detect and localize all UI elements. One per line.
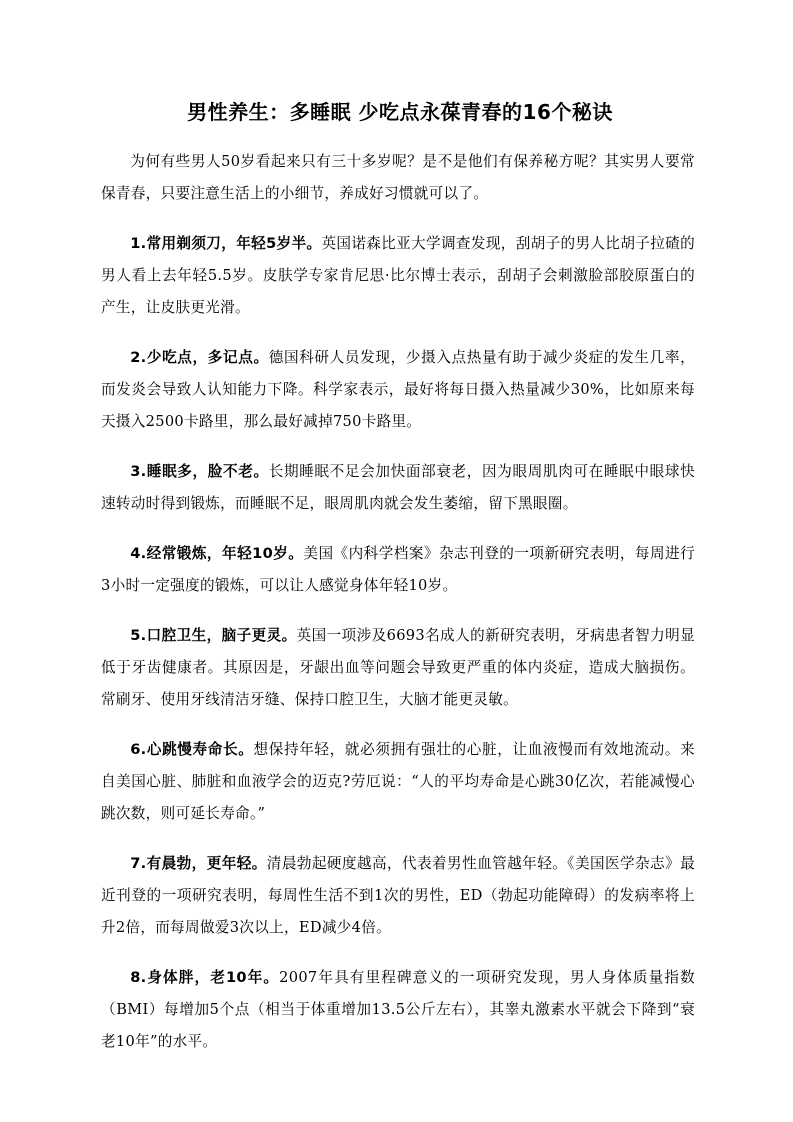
tip-paragraph xyxy=(101,342,695,438)
document-body xyxy=(101,146,695,1076)
tip-paragraph xyxy=(101,228,695,324)
tip-body: 想保持年轻，就必须拥有强壮的心脏，让血液慢而有效地流动。来自美国心脏、肺脏和血液学会的迈克?劳厄说：“人的平均寿命是心跳30亿次，若能减慢心跳次数，则可延长寿命。” xyxy=(101,741,695,822)
tip-body: 德国科研人员发现，少摄入点热量有助于减少炎症的发生几率，而发炎会导致人认知能力下降。科学家表示，最好将每日摄入热量减少30%，比如原来每天摄入2500卡路里，那么最好减掉750卡路里。 xyxy=(101,349,695,430)
tip-body: 美国《内科学档案》杂志刊登的一项新研究表明，每周进行3小时一定强度的锻炼，可以让人感觉身体年轻10岁。 xyxy=(101,545,695,594)
tip-heading: 8.身体胖，老10年。 xyxy=(130,969,280,986)
document-title: 男性养生：多睡眠 少吃点永葆青春的16个秘诀 xyxy=(187,100,613,124)
tip-paragraph xyxy=(101,538,695,602)
tip-heading: 2.少吃点，多记点。 xyxy=(130,349,269,366)
tip-heading: 1.常用剃须刀，年轻5岁半。 xyxy=(130,235,322,252)
tip-body: 英国诺森比亚大学调查发现，刮胡子的男人比胡子拉碴的男人看上去年轻5.5岁。皮肤学专家肯尼思·比尔博士表示，刮胡子会刺激脸部胶原蛋白的产生，让皮肤更光滑。 xyxy=(101,235,695,316)
intro-paragraph: 为何有些男人50岁看起来只有三十多岁呢？是不是他们有保养秘方呢？其实男人要常保青春，只要注意生活上的小细节，养成好习惯就可以了。 xyxy=(101,153,695,202)
tip-paragraph xyxy=(101,620,695,716)
tip-heading: 7.有晨勃，更年轻。 xyxy=(130,855,267,872)
tip-paragraph xyxy=(101,962,695,1058)
tip-body: 2007年具有里程碑意义的一项研究发现，男人身体质量指数（BMI）每增加5个点（相当于体重增加13.5公斤左右），其睾丸激素水平就会下降到“衰老10年”的水平。 xyxy=(101,969,695,1050)
tip-body: 长期睡眠不足会加快面部衰老，因为眼周肌肉可在睡眠中眼球快速转动时得到锻炼，而睡眠不足，眼周肌肉就会发生萎缩，留下黑眼圈。 xyxy=(101,463,695,512)
tip-heading: 3.睡眠多，脸不老。 xyxy=(130,463,269,480)
tip-heading: 4.经常锻炼，年轻10岁。 xyxy=(130,545,304,562)
tip-body: 英国一项涉及6693名成人的新研究表明，牙病患者智力明显低于牙齿健康者。其原因是，牙龈出血等问题会导致更严重的体内炎症，造成大脑损伤。常刷牙、使用牙线清洁牙缝、保持口腔卫生，大脑才能更灵敏。 xyxy=(101,627,695,708)
tip-paragraph xyxy=(101,734,695,830)
tip-heading: 6.心跳慢寿命长。 xyxy=(130,741,254,758)
tip-heading: 5.口腔卫生，脑子更灵。 xyxy=(130,627,297,644)
tip-body: 清晨勃起硬度越高，代表着男性血管越年轻。《美国医学杂志》最近刊登的一项研究表明，每周性生活不到1次的男性，ED（勃起功能障碍）的发病率将上升2倍，而每周做爱3次以上，ED减少4倍。 xyxy=(101,855,696,936)
tip-paragraph xyxy=(101,848,695,944)
tip-paragraph xyxy=(101,456,695,520)
